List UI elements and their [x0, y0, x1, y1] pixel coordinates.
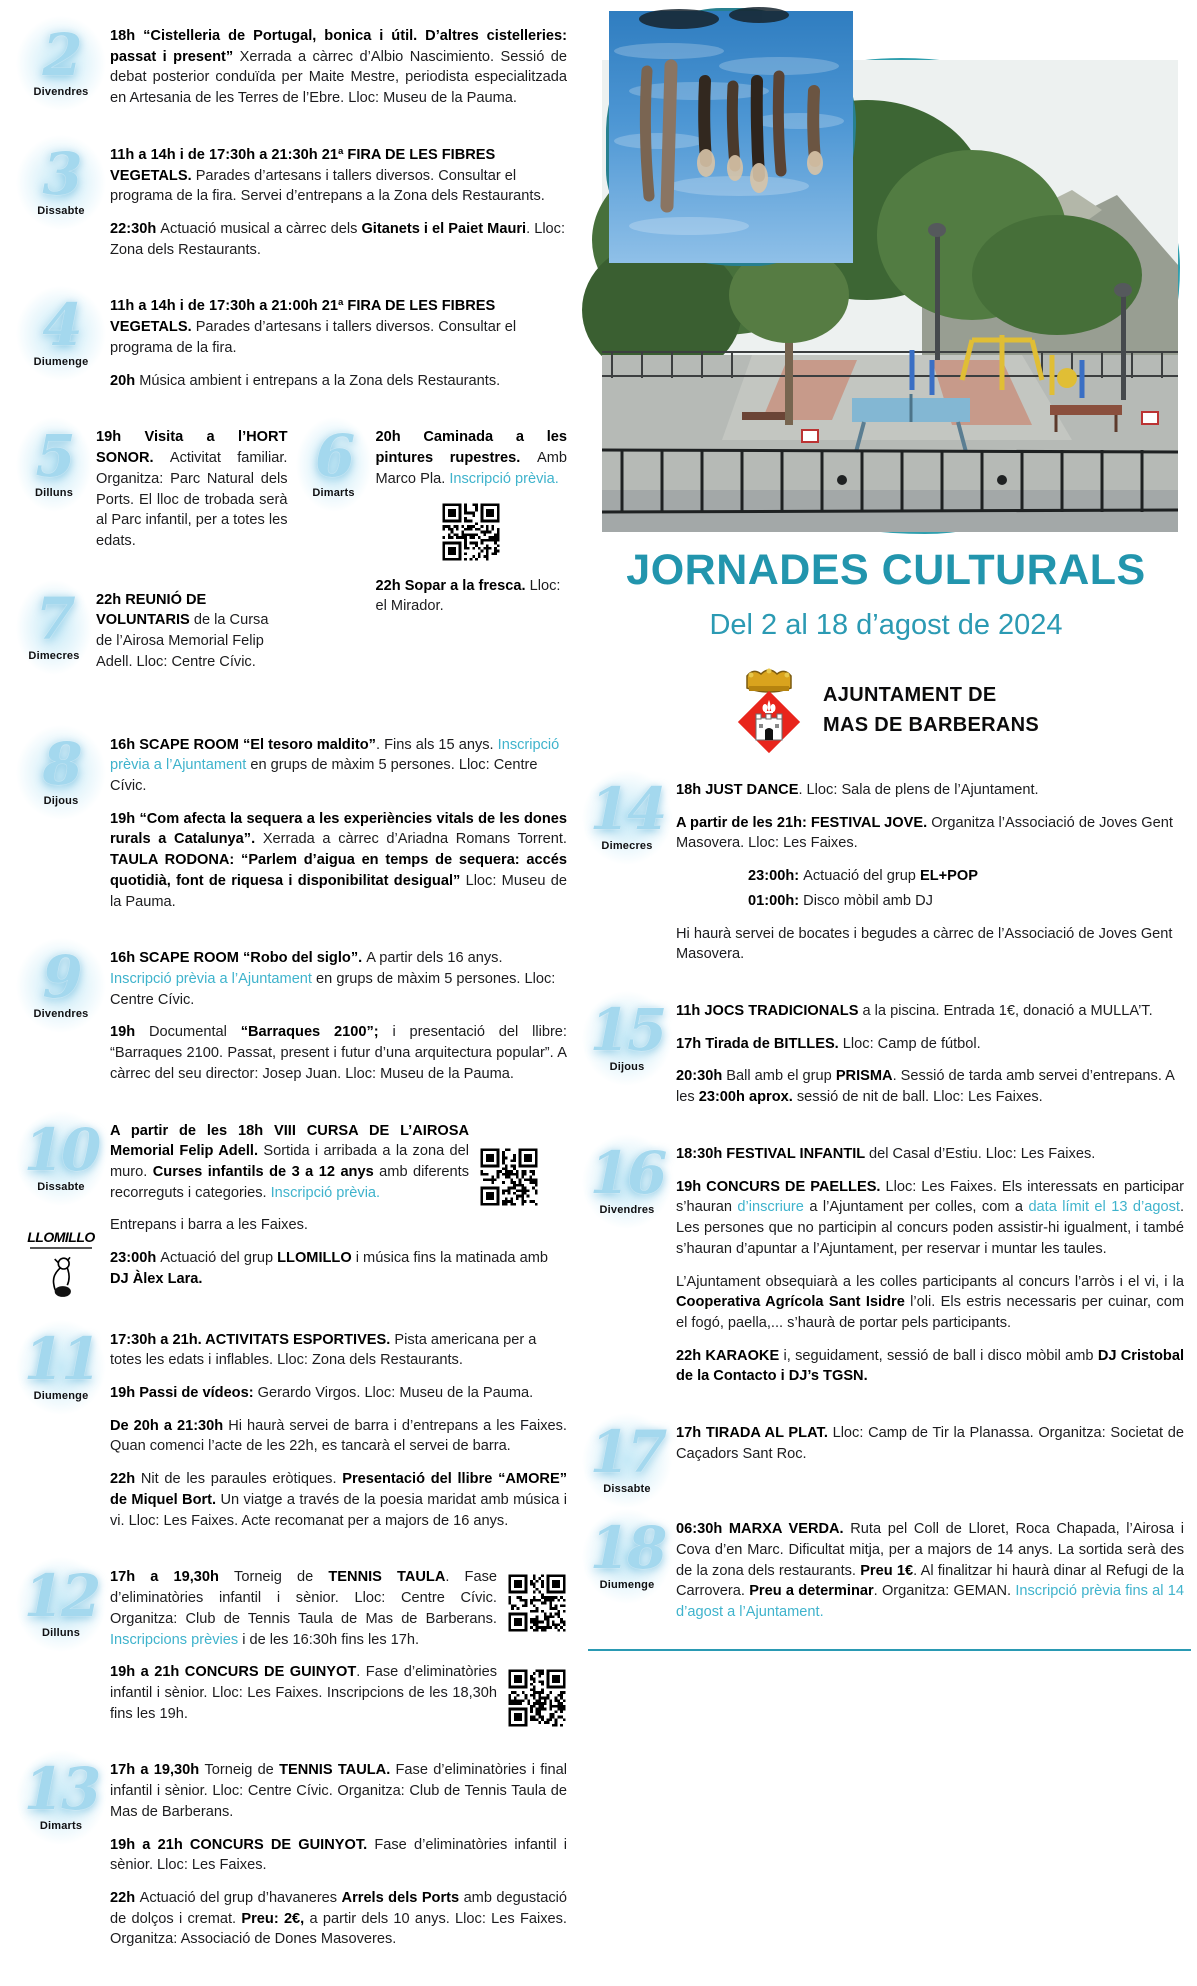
- event-text: a l’Ajuntament per colles, com a: [803, 1199, 1029, 1216]
- event-text: Música ambient i entrepans a la Zona dels Restaurants.: [139, 372, 501, 389]
- day-section-17: [588, 1418, 1184, 1496]
- llomillo-wordmark: LLOMILLO: [27, 1228, 95, 1245]
- day-number: 17: [589, 1418, 665, 1487]
- event-text: . Al finalitzar hi haurà dinar al Refugi de la Carrovera.: [676, 1562, 1184, 1600]
- day-badge: [22, 1324, 100, 1544]
- page-title: JORNADES CULTURALS: [626, 546, 1146, 594]
- event-text: 18h “Cistelleria de Portugal, bonica i útil. D’altres cistelleries: passat i present”: [110, 28, 567, 65]
- day-section-11: [22, 1324, 568, 1544]
- day-weekday: Dilluns: [34, 487, 74, 500]
- page-subtitle: Del 2 al 18 d’agost de 2024: [709, 609, 1063, 641]
- day-weekday: Divendres: [599, 1203, 655, 1216]
- day-events: [676, 1519, 1184, 1635]
- event-text: Actuació del grup: [160, 1250, 278, 1267]
- day-events: [110, 26, 567, 121]
- days-5-6-row: [22, 422, 567, 710]
- day-section-6: [302, 422, 568, 629]
- event-text: Curses infantils de 3 a 12 anys: [152, 1164, 374, 1181]
- event-text: en grups de màxim 5 persones. Lloc: Centre Cívic.: [110, 757, 538, 794]
- right-days: [588, 775, 1185, 1635]
- event-text: Fase d’eliminatòries infantil i sènior. Lloc: Les Faixes.: [110, 1836, 567, 1874]
- event-text: Gitanets i el Paiet Mauri: [361, 221, 527, 238]
- day-section-10: [22, 1115, 567, 1306]
- day-badge: [588, 775, 666, 977]
- event-text: i, seguidament, sessió de ball i disco mòbil amb: [779, 1347, 1098, 1364]
- event-text: PRISMA: [835, 1068, 893, 1085]
- day-section-4: [22, 291, 567, 403]
- day-number: 15: [589, 996, 665, 1065]
- event-text: 19h a 21h CONCURS DE GUINYOT.: [110, 1836, 375, 1853]
- event-text: Actuació musical a càrrec dels: [160, 221, 362, 238]
- llomillo-logo: [22, 1229, 100, 1306]
- event-text: a partir dels 10 anys. Lloc: Les Faixes. Organitza: Associació de Dones Masoveres.: [110, 1910, 567, 1948]
- event-paragraph: [110, 1835, 567, 1876]
- event-paragraph: [676, 1034, 1184, 1055]
- inline-link[interactable]: Inscripció prèvia.: [270, 1184, 381, 1201]
- organization-block: [588, 666, 1184, 754]
- event-text: . Les persones que no participin al concurs poden assistir-hi igualment, i també s’hauran d’apuntar a l’Ajuntament, per reservar i muntar les taules.: [676, 1199, 1184, 1257]
- inline-link[interactable]: Inscripció prèvia fins al 14 d’agost a l’Ajuntament.: [676, 1583, 1184, 1620]
- day-section-15: [588, 996, 1184, 1120]
- event-paragraph: [676, 1144, 1184, 1165]
- event-text: 23:00h aprox.: [698, 1089, 797, 1106]
- event-text: Parades d’artesans i tallers diversos. Consultar el programa de la fira. Servei d’entrepans a la Zona dels Restaurants.: [110, 167, 545, 205]
- event-text: de la Cursa de l’Airosa Memorial Felip Adell. Lloc: Centre Cívic.: [96, 612, 269, 670]
- event-text: 18h JUST DANCE: [676, 782, 799, 798]
- org-name-line2: MAS DE BARBERANS: [823, 714, 1039, 736]
- event-text: . Fase d’eliminatòries infantil i sènior. Lloc: Centre Cívic. Organitza: Club de Tennis Taula de Mas de Barberans.: [110, 1569, 497, 1627]
- day-badge: [588, 1138, 666, 1399]
- day-badge: [22, 1115, 100, 1306]
- event-paragraph: [676, 1519, 1184, 1623]
- day-badge: [588, 1514, 666, 1635]
- event-text: 06:30h MARXA VERDA.: [676, 1521, 851, 1538]
- day-events: [110, 1567, 567, 1736]
- llomillo-mascot-icon: [43, 1255, 79, 1301]
- event-text: Cooperativa Agrícola Sant Isidre: [676, 1294, 905, 1311]
- event-paragraph: [676, 1001, 1184, 1022]
- event-paragraph: [110, 1330, 567, 1371]
- day-badge: [22, 139, 100, 273]
- event-paragraph: [676, 1346, 1184, 1387]
- event-text: Un viatge a través de la poesia maridat amb música i vi. Lloc: Les Faixes. Acte recomanat per a majors de 16 anys.: [110, 1491, 568, 1529]
- day-weekday: Diumenge: [599, 1579, 655, 1592]
- event-text: 19h Passi de vídeos:: [110, 1385, 258, 1402]
- event-text: 16h SCAPE ROOM “El tesoro maldito”: [110, 736, 376, 753]
- event-text: i música fins la matinada amb: [351, 1250, 548, 1267]
- event-text: “Barraques 2100”;: [240, 1024, 393, 1041]
- day-badge: [302, 422, 366, 629]
- inline-link[interactable]: Inscripció prèvia.: [449, 470, 559, 487]
- inline-link[interactable]: d’inscriure: [737, 1199, 804, 1216]
- qr-code: [507, 1668, 567, 1728]
- event-text: 20:30h: [676, 1068, 727, 1085]
- event-paragraph: [96, 427, 288, 551]
- event-text: Lloc: Camp de fútbol.: [842, 1035, 981, 1052]
- day-section-7: [22, 584, 288, 685]
- event-text: 23:00h: [110, 1250, 161, 1267]
- event-paragraph: [110, 809, 567, 913]
- event-text: 01:00h:: [748, 892, 804, 909]
- inline-link[interactable]: Inscripció prèvia a l’Ajuntament: [110, 971, 312, 987]
- llomillo-tagline-rule: [30, 1247, 92, 1249]
- day-section-18: [588, 1514, 1184, 1635]
- event-text: sessió de nit de ball. Lloc: Les Faixes.: [796, 1089, 1043, 1106]
- day-weekday: Dijous: [609, 1061, 645, 1074]
- day-section-16: [588, 1138, 1185, 1399]
- day-number: 18: [589, 1514, 665, 1583]
- day-events: [110, 948, 567, 1096]
- day-events: [676, 1423, 1184, 1495]
- day-weekday: Dissabte: [37, 1180, 85, 1193]
- event-paragraph: [110, 1022, 567, 1084]
- event-paragraph: [110, 735, 567, 797]
- day-weekday: Dissabte: [603, 1483, 651, 1496]
- day-events: [110, 145, 567, 273]
- day-number: 12: [23, 1562, 99, 1631]
- event-text: amb degustació de dolços i cremat.: [110, 1889, 567, 1927]
- day-events: [676, 1144, 1184, 1399]
- event-text: l’oli. Els estris necessaris per cuinar, com el fogó, paella,... s’haurà de portar pels participants.: [676, 1294, 1185, 1331]
- qr-code: [479, 1147, 539, 1207]
- event-text: TENNIS TAULA: [328, 1569, 446, 1586]
- event-paragraph: [110, 1662, 567, 1724]
- event-text: 19h “Com afecta la sequera a les experiències vitals de les dones rurals a Catalunya”.: [110, 810, 567, 848]
- event-text: Preu 1€: [860, 1562, 914, 1579]
- event-text: 20h: [110, 372, 140, 389]
- event-text: Torneig de: [204, 1762, 280, 1779]
- day-number: 9: [42, 943, 80, 1012]
- inline-link[interactable]: Inscripció prèvia a l’Ajuntament: [110, 736, 560, 774]
- event-text: 11h a 14h i de 17:30h a 21:00h 21ª FIRA DE LES FIBRES VEGETALS.: [110, 298, 496, 336]
- event-text: 22h Sopar a la fresca.: [375, 577, 530, 594]
- event-text: Organitza l’Associació de Joves Gent Masovera. Lloc: Les Faixes.: [676, 814, 1173, 852]
- day-events: [676, 780, 1184, 977]
- day-section-2: [22, 21, 567, 121]
- event-text: Ruta pel Coll de Lloret, Roca Chapada, l’Airosa i Cova d’en Marc. Dificultat mitja, per a majors de 14 anys. La sortida serà des de la zona dels restaurants.: [676, 1521, 1184, 1579]
- event-text: Ball amb el grup: [726, 1068, 836, 1085]
- event-text: 17:30h a 21h. ACTIVITATS ESPORTIVES.: [110, 1331, 395, 1348]
- event-paragraph: [110, 1760, 567, 1822]
- event-text: del Casal d’Estiu. Lloc: Les Faixes.: [869, 1145, 1096, 1162]
- day-number: 2: [42, 21, 80, 89]
- day-badge: [22, 422, 86, 563]
- day-badge: [22, 1562, 100, 1736]
- event-text: Fase d’eliminatòries i final infantil i sènior. Lloc: Centre Cívic. Organitza: Club de Tennis Taula de Mas de Barberans.: [110, 1762, 567, 1820]
- event-text: amb diferents recorreguts i categories.: [110, 1164, 470, 1201]
- pool-photo: [606, 8, 856, 266]
- event-text: A partir de les 18h VIII CURSA DE L’AIROSA Memorial Felip Adell.: [110, 1122, 469, 1160]
- event-text: A partir dels 16 anys.: [366, 950, 503, 967]
- event-text: 22h KARAOKE: [676, 1347, 780, 1364]
- day-section-13: [22, 1755, 567, 1962]
- event-paragraph: [748, 866, 1184, 887]
- event-text: Presentació del llibre “AMORE” de Miquel Bort.: [110, 1471, 568, 1508]
- event-text: Actuació del grup: [803, 868, 920, 885]
- event-text: 19h a 21h CONCURS DE GUINYOT: [110, 1664, 357, 1681]
- event-text: Lloc: Les Faixes. Els interessats en participar s’hauran: [676, 1178, 1184, 1216]
- event-text: TENNIS TAULA.: [279, 1762, 396, 1779]
- event-paragraph: [110, 1888, 567, 1950]
- day-number: 3: [42, 139, 80, 208]
- event-text: Gerardo Virgos. Lloc: Museu de la Pauma.: [257, 1385, 534, 1402]
- day-weekday: Dissabte: [37, 204, 85, 217]
- event-paragraph: [110, 219, 567, 260]
- event-text: Torneig de: [234, 1569, 329, 1586]
- event-text: . Fins als 15 anys.: [375, 736, 498, 753]
- day-weekday: Dilluns: [41, 1627, 81, 1640]
- event-text: Disco mòbil amb DJ: [803, 892, 933, 909]
- event-paragraph: [110, 1567, 567, 1650]
- day-events: [96, 590, 288, 685]
- qr-code: [441, 502, 501, 562]
- day-section-8: [22, 729, 567, 925]
- day-weekday: Dimecres: [601, 840, 653, 852]
- event-text: a la piscina. Entrada 1€, donació a MULLA’T.: [858, 1003, 1153, 1020]
- event-text: . Lloc: Sala de plens de l’Ajuntament.: [798, 782, 1039, 798]
- day-number: 13: [23, 1755, 99, 1824]
- day-badge: [22, 729, 100, 925]
- day-weekday: Dimarts: [312, 487, 355, 500]
- day-badge: [22, 21, 100, 121]
- day-badge: [22, 943, 100, 1096]
- event-text: . Sessió de tarda amb servei d’entrepans. A les: [676, 1068, 1175, 1106]
- day-number: 8: [42, 729, 80, 798]
- event-text: Activitat familiar. Organitza: Parc Natural dels Ports. El lloc de trobada serà al Parc infantil, per a totes les edats.: [96, 450, 288, 549]
- event-text: 20h Caminada a les pintures rupestres.: [375, 429, 567, 467]
- right-column: [588, 0, 1184, 1659]
- sub-column-left: [22, 422, 288, 710]
- event-paragraph: [676, 1066, 1184, 1107]
- event-paragraph: [110, 1383, 567, 1404]
- event-text: 11h a 14h i de 17:30h a 21:30h 21ª FIRA DE LES FIBRES VEGETALS.: [110, 146, 496, 184]
- event-text: Arrels dels Ports: [341, 1889, 460, 1906]
- day-events: [110, 1330, 567, 1544]
- event-paragraph: [110, 1248, 567, 1289]
- event-paragraph: [676, 780, 1184, 801]
- day-events: [110, 735, 567, 925]
- event-text: EL+POP: [919, 868, 978, 885]
- photo-collage: [588, 0, 1184, 540]
- day-weekday: Diumenge: [33, 1389, 89, 1402]
- event-text: Nit de les paraules eròtiques.: [140, 1471, 343, 1488]
- left-column: [22, 21, 568, 1986]
- day-section-3: [22, 139, 567, 273]
- day-number: 4: [42, 291, 80, 360]
- event-text: 22:30h: [110, 221, 161, 238]
- event-text: Actuació del grup d’havaneres: [139, 1889, 342, 1906]
- qr-code: [507, 1573, 567, 1633]
- org-name: [823, 680, 1039, 740]
- day-weekday: Diumenge: [33, 356, 89, 369]
- event-text: 19h CONCURS DE PAELLES.: [676, 1178, 886, 1195]
- day-number: 6: [314, 422, 353, 491]
- event-paragraph: [676, 1177, 1184, 1260]
- event-text: 19h: [110, 1024, 149, 1041]
- event-paragraph: [748, 891, 1184, 912]
- event-paragraph: [376, 576, 568, 617]
- event-text: L’Ajuntament obsequiarà a les colles participants al concurs l’arròs i el vi, i la: [676, 1273, 1184, 1290]
- day-section-14: [588, 775, 1184, 977]
- event-text: Pista americana per a totes les edats i inflables. Lloc: Zona dels Restaurants.: [110, 1331, 537, 1369]
- event-text: Parades d’artesans i tallers diversos. Consultar el programa de la fira.: [110, 319, 517, 356]
- event-paragraph: [110, 296, 567, 358]
- event-paragraph: [110, 371, 567, 392]
- day-weekday: Divendres: [33, 1008, 89, 1021]
- day-events: [376, 427, 568, 629]
- event-text: . Fase d’eliminatòries infantil i sènior. Lloc: Les Faixes. Inscripcions de les 18,30h fins les 19h.: [110, 1664, 497, 1722]
- event-text: DJ Cristobal de la Contacto i DJ’s TGSN.: [676, 1347, 1184, 1385]
- day-badge: [22, 584, 86, 685]
- event-text: 17h a 19,30h: [110, 1569, 235, 1586]
- event-paragraph: [110, 1215, 567, 1236]
- inline-link[interactable]: data límit el 13 d’agost: [1028, 1199, 1180, 1216]
- event-text: i de les 16:30h fins les 17h.: [238, 1631, 420, 1648]
- event-text: Hi haurà servei de barra i d’entrepans a les Faixes. Quan comenci l’acte de les 22h, es tancarà el servei de barra.: [110, 1417, 567, 1455]
- event-text: Lloc: el Mirador.: [375, 577, 561, 615]
- event-text: Lloc: Camp de Tir la Planassa. Organitza: Societat de Caçadors Sant Roc.: [676, 1425, 1184, 1462]
- event-text: Lloc: Museu de la Pauma.: [110, 872, 567, 910]
- sub-column-right: [302, 422, 568, 710]
- day-weekday: Dimarts: [39, 1820, 83, 1833]
- event-paragraph: [96, 590, 288, 673]
- event-paragraph: [676, 1272, 1184, 1334]
- event-paragraph: [110, 26, 567, 109]
- event-text: DJ Àlex Lara.: [110, 1270, 203, 1287]
- day-badge: [588, 1418, 666, 1496]
- event-text: 17h Tirada de BITLLES.: [676, 1035, 843, 1052]
- event-text: en grups de màxim 5 persones. Lloc: Centre Cívic.: [110, 971, 556, 1008]
- event-text: 22h: [110, 1471, 141, 1488]
- event-text: LLOMILLO: [277, 1250, 352, 1267]
- day-weekday: Divendres: [33, 86, 89, 98]
- event-text: Entrepans i barra a les Faixes.: [110, 1217, 308, 1234]
- day-events: [96, 427, 288, 563]
- event-paragraph: [110, 948, 567, 1010]
- event-text: 19h Visita a l’HORT SONOR.: [96, 429, 288, 467]
- day-section-5: [22, 422, 288, 563]
- event-text: 11h JOCS TRADICIONALS: [676, 1003, 859, 1020]
- event-text: Preu a determinar: [749, 1583, 874, 1600]
- day-section-9: [22, 943, 567, 1096]
- inline-link[interactable]: Inscripcions prèvies: [110, 1631, 239, 1648]
- event-paragraph: [376, 427, 568, 489]
- event-text: 22h: [110, 1889, 140, 1906]
- coat-of-arms-icon: [733, 666, 805, 754]
- event-text: De 20h a 21:30h: [110, 1417, 229, 1434]
- event-text: 17h TIRADA AL PLAT.: [676, 1425, 833, 1442]
- event-text: 22h REUNIÓ DE VOLUNTARIS: [96, 591, 207, 629]
- event-text: 18:30h FESTIVAL INFANTIL: [676, 1145, 869, 1162]
- day-number: 14: [589, 775, 665, 843]
- bottom-divider: [588, 1649, 1191, 1651]
- event-text: 17h a 19,30h: [110, 1762, 205, 1779]
- event-text: 16h SCAPE ROOM “Robo del siglo”.: [110, 950, 367, 967]
- event-text: 23:00h:: [748, 868, 804, 885]
- day-events: [110, 1121, 567, 1306]
- day-section-12: [22, 1562, 567, 1736]
- event-paragraph: [110, 1416, 567, 1457]
- day-badge: [588, 996, 666, 1120]
- org-name-line1: AJUNTAMENT DE: [823, 684, 997, 706]
- event-paragraph: [676, 924, 1184, 965]
- event-text: Xerrada a càrrec d’Albio Nascimiento. Sessió de debat posterior conduïda per Maite Mestre, periodista especialitzada en Artesania de les Terres de l’Ebre. Lloc: Museu de la Pauma.: [110, 48, 567, 107]
- event-text: . Lloc: Zona dels Restaurants.: [110, 221, 566, 258]
- event-text: i presentació del llibre: “Barraques 2100. Passat, present i futur d’una arquitectura popular”. A càrrec del seu director: Josep Juan. Lloc: Museu de la Pauma.: [110, 1024, 567, 1082]
- event-text: Amb Marco Pla.: [375, 450, 567, 487]
- event-paragraph: [676, 1423, 1184, 1464]
- day-badge: [22, 291, 100, 403]
- day-number: 10: [23, 1115, 99, 1184]
- day-weekday: Dimecres: [28, 649, 80, 662]
- day-badge: [22, 1755, 100, 1962]
- day-number: 16: [589, 1138, 665, 1207]
- day-events: [676, 1001, 1184, 1120]
- event-text: Documental: [148, 1024, 241, 1041]
- day-events: [110, 296, 567, 403]
- event-text: Xerrada a càrrec d’Ariadna Romans Torrent.: [262, 831, 567, 848]
- event-text: Preu: 2€,: [241, 1910, 305, 1927]
- event-paragraph: [110, 145, 567, 207]
- event-paragraph: [110, 1469, 567, 1531]
- event-text: TAULA RODONA: “Parlem d’aigua en temps de sequera: accés quotidià, font de riquesa i disponibilitat desigual”: [110, 852, 567, 889]
- day-weekday: Dijous: [43, 794, 79, 807]
- event-text: . Organitza: GEMAN.: [873, 1583, 1016, 1600]
- event-text: Sortida i arribada a la zona del muro.: [110, 1143, 470, 1181]
- day-number: 11: [23, 1324, 99, 1393]
- day-number: 7: [35, 584, 73, 653]
- day-number: 5: [35, 422, 73, 491]
- event-text: A partir de les 21h: FESTIVAL JOVE.: [676, 814, 932, 831]
- event-paragraph: [110, 1121, 567, 1204]
- event-text: Hi haurà servei de bocates i begudes a càrrec de l’Associació de Joves Gent Masovera.: [676, 925, 1173, 963]
- day-events: [110, 1760, 567, 1962]
- event-paragraph: [676, 813, 1184, 854]
